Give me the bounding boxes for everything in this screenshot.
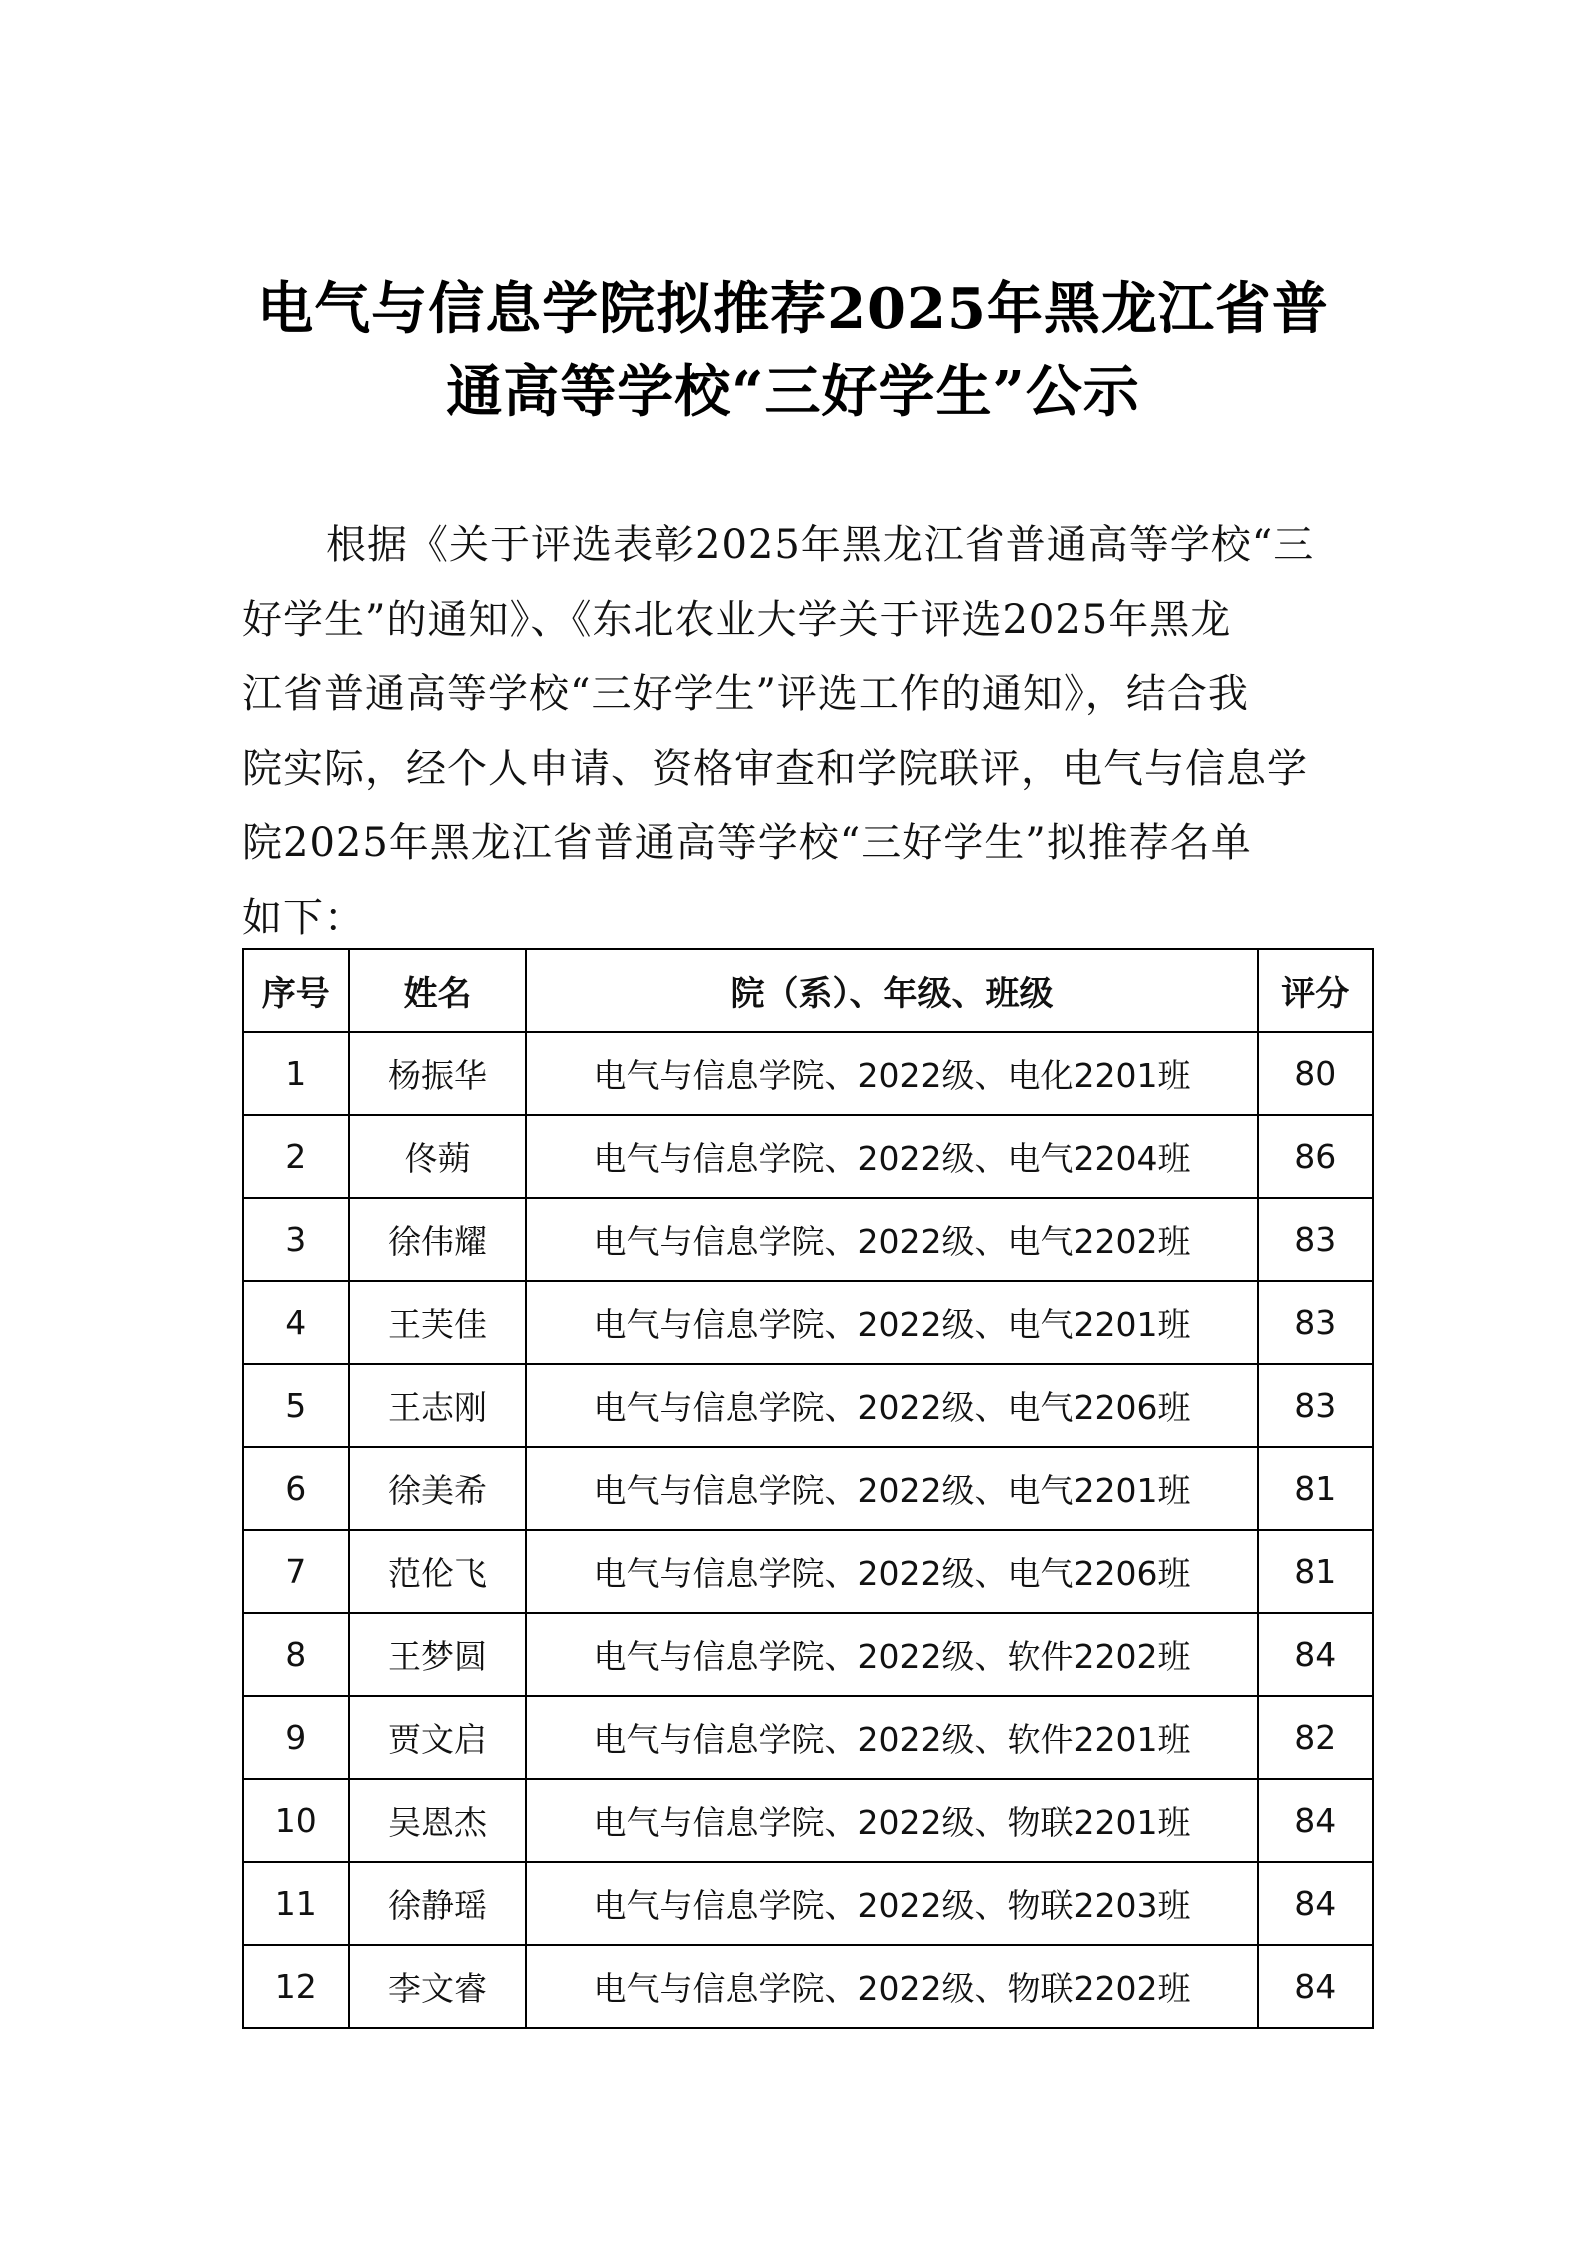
cell-name: 徐伟耀 (349, 1198, 527, 1281)
table-row (243, 1281, 1373, 1364)
cell-seq: 6 (243, 1447, 349, 1530)
cell-dept: 电气与信息学院、2022级、电气2206班 (526, 1530, 1257, 1613)
cell-name: 范伦飞 (349, 1530, 527, 1613)
header-score: 评分 (1258, 949, 1373, 1032)
paragraph-line: 院实际，经个人申请、资格审查和学院联评，电气与信息学 (242, 745, 1308, 792)
cell-score: 84 (1258, 1779, 1373, 1862)
cell-score: 84 (1258, 1862, 1373, 1945)
table-row (243, 1032, 1373, 1115)
cell-score: 81 (1258, 1447, 1373, 1530)
document-title (180, 268, 1406, 434)
cell-dept: 电气与信息学院、2022级、物联2202班 (526, 1945, 1257, 2028)
table-row (243, 1945, 1373, 2028)
cell-dept: 电气与信息学院、2022级、物联2201班 (526, 1779, 1257, 1862)
table-row (243, 1115, 1373, 1198)
table-row (243, 1613, 1373, 1696)
cell-score: 86 (1258, 1115, 1373, 1198)
paragraph-line: 江省普通高等学校“三好学生”评选工作的通知》，结合我 (242, 671, 1249, 717)
cell-name: 贾文启 (349, 1696, 527, 1779)
paragraph-line: 根据《关于评选表彰2025年黑龙江省普通高等学校“三 (326, 522, 1315, 568)
cell-score: 83 (1258, 1198, 1373, 1281)
cell-seq: 9 (243, 1696, 349, 1779)
cell-name: 佟蒴 (349, 1115, 527, 1198)
cell-seq: 8 (243, 1613, 349, 1696)
cell-dept: 电气与信息学院、2022级、电气2201班 (526, 1447, 1257, 1530)
cell-seq: 5 (243, 1364, 349, 1447)
cell-dept: 电气与信息学院、2022级、电气2202班 (526, 1198, 1257, 1281)
cell-score: 83 (1258, 1364, 1373, 1447)
cell-seq: 4 (243, 1281, 349, 1364)
cell-score: 84 (1258, 1613, 1373, 1696)
table-header-row (243, 949, 1373, 1032)
cell-name: 吴恩杰 (349, 1779, 527, 1862)
cell-seq: 2 (243, 1115, 349, 1198)
header-dept: 院（系）、年级、班级 (526, 949, 1257, 1032)
cell-dept: 电气与信息学院、2022级、电化2201班 (526, 1032, 1257, 1115)
table-row (243, 1198, 1373, 1281)
cell-seq: 7 (243, 1530, 349, 1613)
cell-name: 王芙佳 (349, 1281, 527, 1364)
cell-dept: 电气与信息学院、2022级、电气2206班 (526, 1364, 1257, 1447)
cell-dept: 电气与信息学院、2022级、电气2201班 (526, 1281, 1257, 1364)
table-row (243, 1447, 1373, 1530)
cell-seq: 3 (243, 1198, 349, 1281)
table-row (243, 1779, 1373, 1862)
title-line-1: 电气与信息学院拟推荐2025年黑龙江省普 (257, 276, 1329, 342)
cell-name: 徐静瑶 (349, 1862, 527, 1945)
table-row (243, 1364, 1373, 1447)
notice-paragraph (242, 508, 1354, 955)
paragraph-line: 院2025年黑龙江省普通高等学校“三好学生”拟推荐名单 (242, 820, 1252, 866)
cell-seq: 11 (243, 1862, 349, 1945)
cell-dept: 电气与信息学院、2022级、软件2201班 (526, 1696, 1257, 1779)
paragraph-line: 如下： (242, 894, 365, 941)
cell-seq: 10 (243, 1779, 349, 1862)
cell-score: 82 (1258, 1696, 1373, 1779)
cell-dept: 电气与信息学院、2022级、软件2202班 (526, 1613, 1257, 1696)
table-row (243, 1530, 1373, 1613)
cell-seq: 12 (243, 1945, 349, 2028)
cell-score: 83 (1258, 1281, 1373, 1364)
cell-dept: 电气与信息学院、2022级、电气2204班 (526, 1115, 1257, 1198)
header-name: 姓名 (349, 949, 527, 1032)
header-seq: 序号 (243, 949, 349, 1032)
cell-name: 王志刚 (349, 1364, 527, 1447)
cell-score: 84 (1258, 1945, 1373, 2028)
table-row (243, 1696, 1373, 1779)
cell-name: 杨振华 (349, 1032, 527, 1115)
cell-name: 徐美希 (349, 1447, 527, 1530)
table-body (243, 1032, 1373, 2028)
cell-score: 80 (1258, 1032, 1373, 1115)
cell-seq: 1 (243, 1032, 349, 1115)
cell-score: 81 (1258, 1530, 1373, 1613)
recommendation-table (242, 948, 1374, 2029)
cell-dept: 电气与信息学院、2022级、物联2203班 (526, 1862, 1257, 1945)
cell-name: 李文睿 (349, 1945, 527, 2028)
paragraph-line: 好学生”的通知》、《东北农业大学关于评选2025年黑龙 (242, 596, 1232, 643)
table-row (243, 1862, 1373, 1945)
cell-name: 王梦圆 (349, 1613, 527, 1696)
title-line-2: 通高等学校“三好学生”公示 (446, 359, 1140, 425)
